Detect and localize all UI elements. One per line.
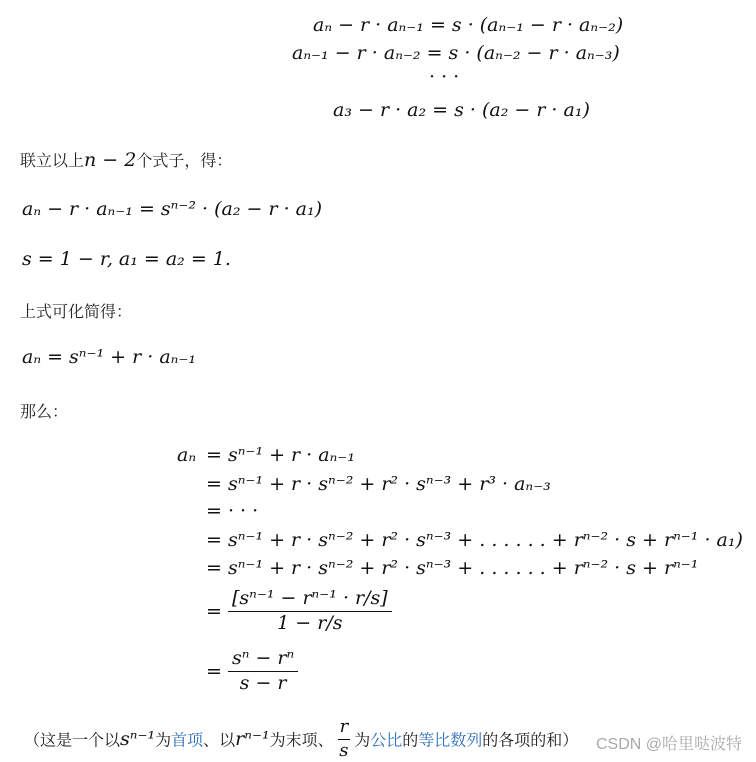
derivation-fraction-step-2 xyxy=(206,647,298,696)
note-open: （这是一个以 xyxy=(24,733,120,750)
fraction-denominator: s − r xyxy=(228,672,298,696)
note-line xyxy=(24,716,578,762)
link-common-ratio[interactable]: 公比 xyxy=(370,733,402,750)
recurrence-ellipsis: · · · xyxy=(429,66,459,88)
note-close: 的各项的和） xyxy=(482,733,578,750)
fraction-numerator: [sⁿ⁻¹ − rⁿ⁻¹ · r/s] xyxy=(228,587,392,612)
fraction-sum-formula xyxy=(228,587,392,636)
derivation-step-2: = sⁿ⁻¹ + r · sⁿ⁻² + r² · sⁿ⁻³ + r³ · aₙ₋₃ xyxy=(206,473,551,495)
paragraph-combine-prefix: 联立以上 xyxy=(20,153,84,170)
equals-sign: = xyxy=(206,660,222,682)
combined-equation: aₙ − r · aₙ₋₁ = sⁿ⁻² · (a₂ − r · a₁) xyxy=(22,198,322,220)
fraction-numerator: sⁿ − rⁿ xyxy=(228,647,298,672)
note-first-term: sⁿ⁻¹ xyxy=(120,728,155,750)
derivation-step-1: = sⁿ⁻¹ + r · aₙ₋₁ xyxy=(206,444,355,466)
recurrence-line-last: a₃ − r · a₂ = s · (a₂ − r · a₁) xyxy=(333,99,590,121)
link-first-term[interactable]: 首项 xyxy=(171,733,203,750)
equals-sign: = xyxy=(206,600,222,622)
paragraph-combine-suffix: 个式子，得： xyxy=(136,153,232,170)
paragraph-simplify: 上式可化简得： xyxy=(20,299,132,322)
recurrence-line-2: aₙ₋₁ − r · aₙ₋₂ = s · (aₙ₋₂ − r · aₙ₋₃) xyxy=(292,42,620,64)
simplified-equation: aₙ = sⁿ⁻¹ + r · aₙ₋₁ xyxy=(22,346,196,368)
derivation-step-5: = sⁿ⁻¹ + r · sⁿ⁻² + r² · sⁿ⁻³ + . . . . . . + rⁿ⁻² · s + rⁿ⁻¹ xyxy=(206,557,698,579)
paragraph-then: 那么： xyxy=(20,399,68,422)
initial-values-equation: s = 1 − r, a₁ = a₂ = 1. xyxy=(22,248,231,270)
derivation-step-4: = sⁿ⁻¹ + r · sⁿ⁻² + r² · sⁿ⁻³ + . . . . . . + rⁿ⁻² · s + rⁿ⁻¹ · a₁) xyxy=(206,529,743,551)
paragraph-combine xyxy=(20,148,232,171)
note-ratio-fraction xyxy=(338,716,351,762)
note-last-term: rⁿ⁻¹ xyxy=(235,728,269,750)
watermark: CSDN @哈里哒波特 xyxy=(596,731,742,754)
note-wei-2: 为末项、 xyxy=(270,733,334,750)
note-wei-3: 为 xyxy=(354,733,370,750)
ratio-numerator: r xyxy=(338,716,351,740)
paragraph-combine-math: n − 2 xyxy=(84,149,136,171)
derivation-step-3: = · · · xyxy=(206,500,258,522)
fraction-denominator: 1 − r/s xyxy=(228,612,392,636)
derivation-lhs: aₙ xyxy=(177,444,196,466)
note-de: 的 xyxy=(402,733,418,750)
derivation-fraction-step-1 xyxy=(206,587,392,636)
note-wei-1: 为 xyxy=(155,733,171,750)
fraction-final xyxy=(228,647,298,696)
link-geometric-series[interactable]: 等比数列 xyxy=(418,733,482,750)
note-mid: 、以 xyxy=(203,733,235,750)
recurrence-line-1: aₙ − r · aₙ₋₁ = s · (aₙ₋₁ − r · aₙ₋₂) xyxy=(313,14,623,36)
ratio-denominator: s xyxy=(338,740,351,762)
